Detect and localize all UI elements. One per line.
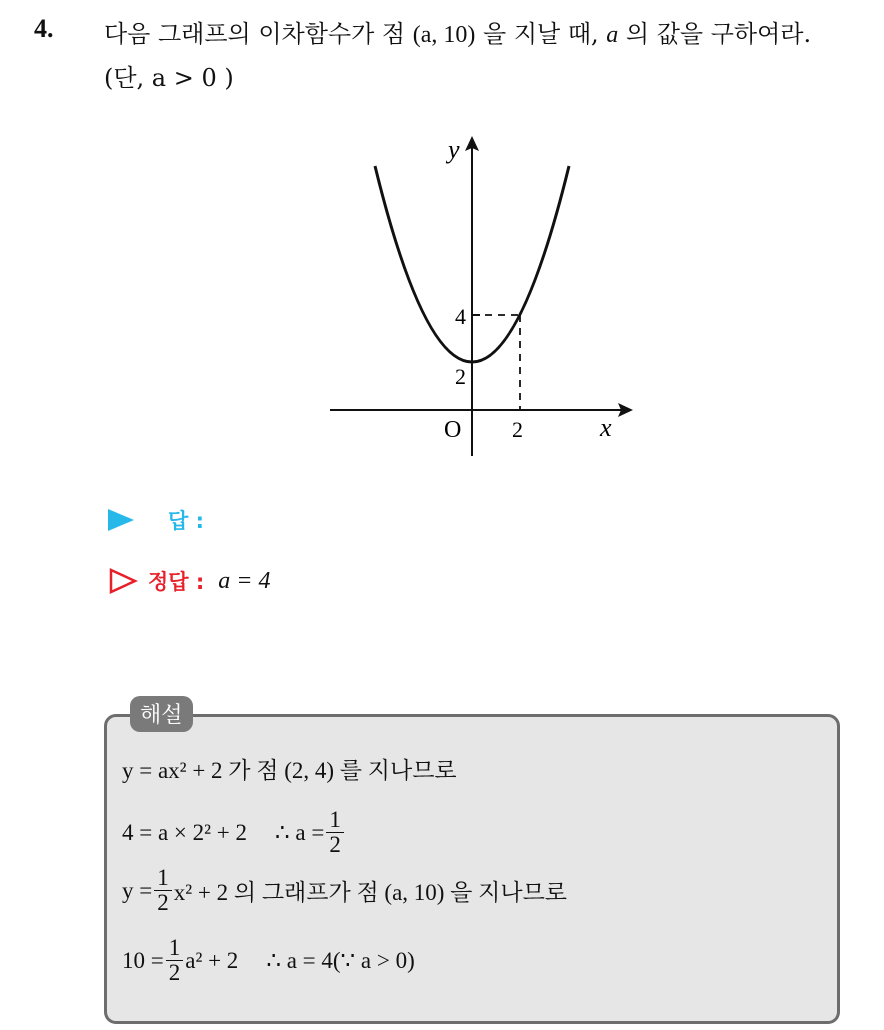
explanation-line-3-rest: x² + 2 의 그래프가 점 (a, 10) 을 지나므로 bbox=[173, 880, 568, 906]
fraction-denominator: 2 bbox=[157, 890, 169, 916]
y-axis-label: y bbox=[448, 135, 460, 164]
x-tick-2-label: 2 bbox=[512, 417, 523, 442]
fraction-numerator: 1 bbox=[326, 808, 344, 833]
x-axis-label: x bbox=[600, 413, 612, 442]
fraction-numerator: 1 bbox=[154, 866, 172, 891]
explanation-line-3-lhs: y = bbox=[122, 877, 153, 903]
correct-answer-row bbox=[108, 566, 270, 596]
explanation-line-4-result: ∴ a = 4(∵ a > 0) bbox=[266, 947, 415, 973]
question-var: a bbox=[606, 22, 619, 48]
explanation-line-4-lhs: 10 = bbox=[122, 947, 164, 973]
explanation-line-2-eq: 4 = a × 2² + 2 bbox=[122, 819, 248, 845]
question-part-c: 의 값을 구하여라. bbox=[618, 20, 812, 48]
explanation-line-2 bbox=[122, 808, 346, 857]
answer-row bbox=[108, 505, 204, 535]
question-part-b: 을 지날 때, bbox=[475, 20, 607, 48]
correct-answer-triangle-icon bbox=[108, 567, 138, 595]
origin-label: O bbox=[444, 417, 462, 443]
explanation-line-1 bbox=[122, 752, 457, 785]
correct-answer-value: a = 4 bbox=[218, 567, 271, 594]
explanation-tag: 해설 bbox=[130, 696, 193, 732]
explanation-line-4 bbox=[122, 936, 415, 985]
fraction-denominator: 2 bbox=[168, 960, 181, 986]
fraction-one-half-3 bbox=[166, 936, 184, 985]
fraction-numerator: 1 bbox=[166, 936, 184, 961]
fraction-one-half-2 bbox=[154, 866, 172, 915]
explanation-line-4-mid: a² + 2 bbox=[185, 947, 239, 973]
explanation-line-2-therefore: ∴ a = bbox=[275, 819, 325, 845]
question-point: (a, 10) bbox=[412, 22, 476, 48]
answer-triangle-icon bbox=[108, 509, 134, 531]
fraction-one-half bbox=[326, 808, 344, 857]
problem-number: 4. bbox=[34, 14, 54, 43]
y-tick-2-label: 2 bbox=[455, 364, 466, 389]
answer-label: 답 : bbox=[168, 509, 204, 533]
explanation-line-1-text: y = ax² + 2 가 점 (2, 4) 를 지나므로 bbox=[122, 758, 457, 783]
question-condition: (단, a > 0 ) bbox=[104, 64, 234, 92]
explanation-line-3 bbox=[122, 866, 567, 915]
fraction-denominator: 2 bbox=[329, 832, 341, 858]
y-tick-4-label: 4 bbox=[455, 304, 466, 329]
parabola-graph bbox=[0, 0, 884, 480]
question-part-a: 다음 그래프의 이차함수가 점 bbox=[104, 20, 413, 48]
correct-answer-label: 정답 : bbox=[148, 570, 205, 594]
